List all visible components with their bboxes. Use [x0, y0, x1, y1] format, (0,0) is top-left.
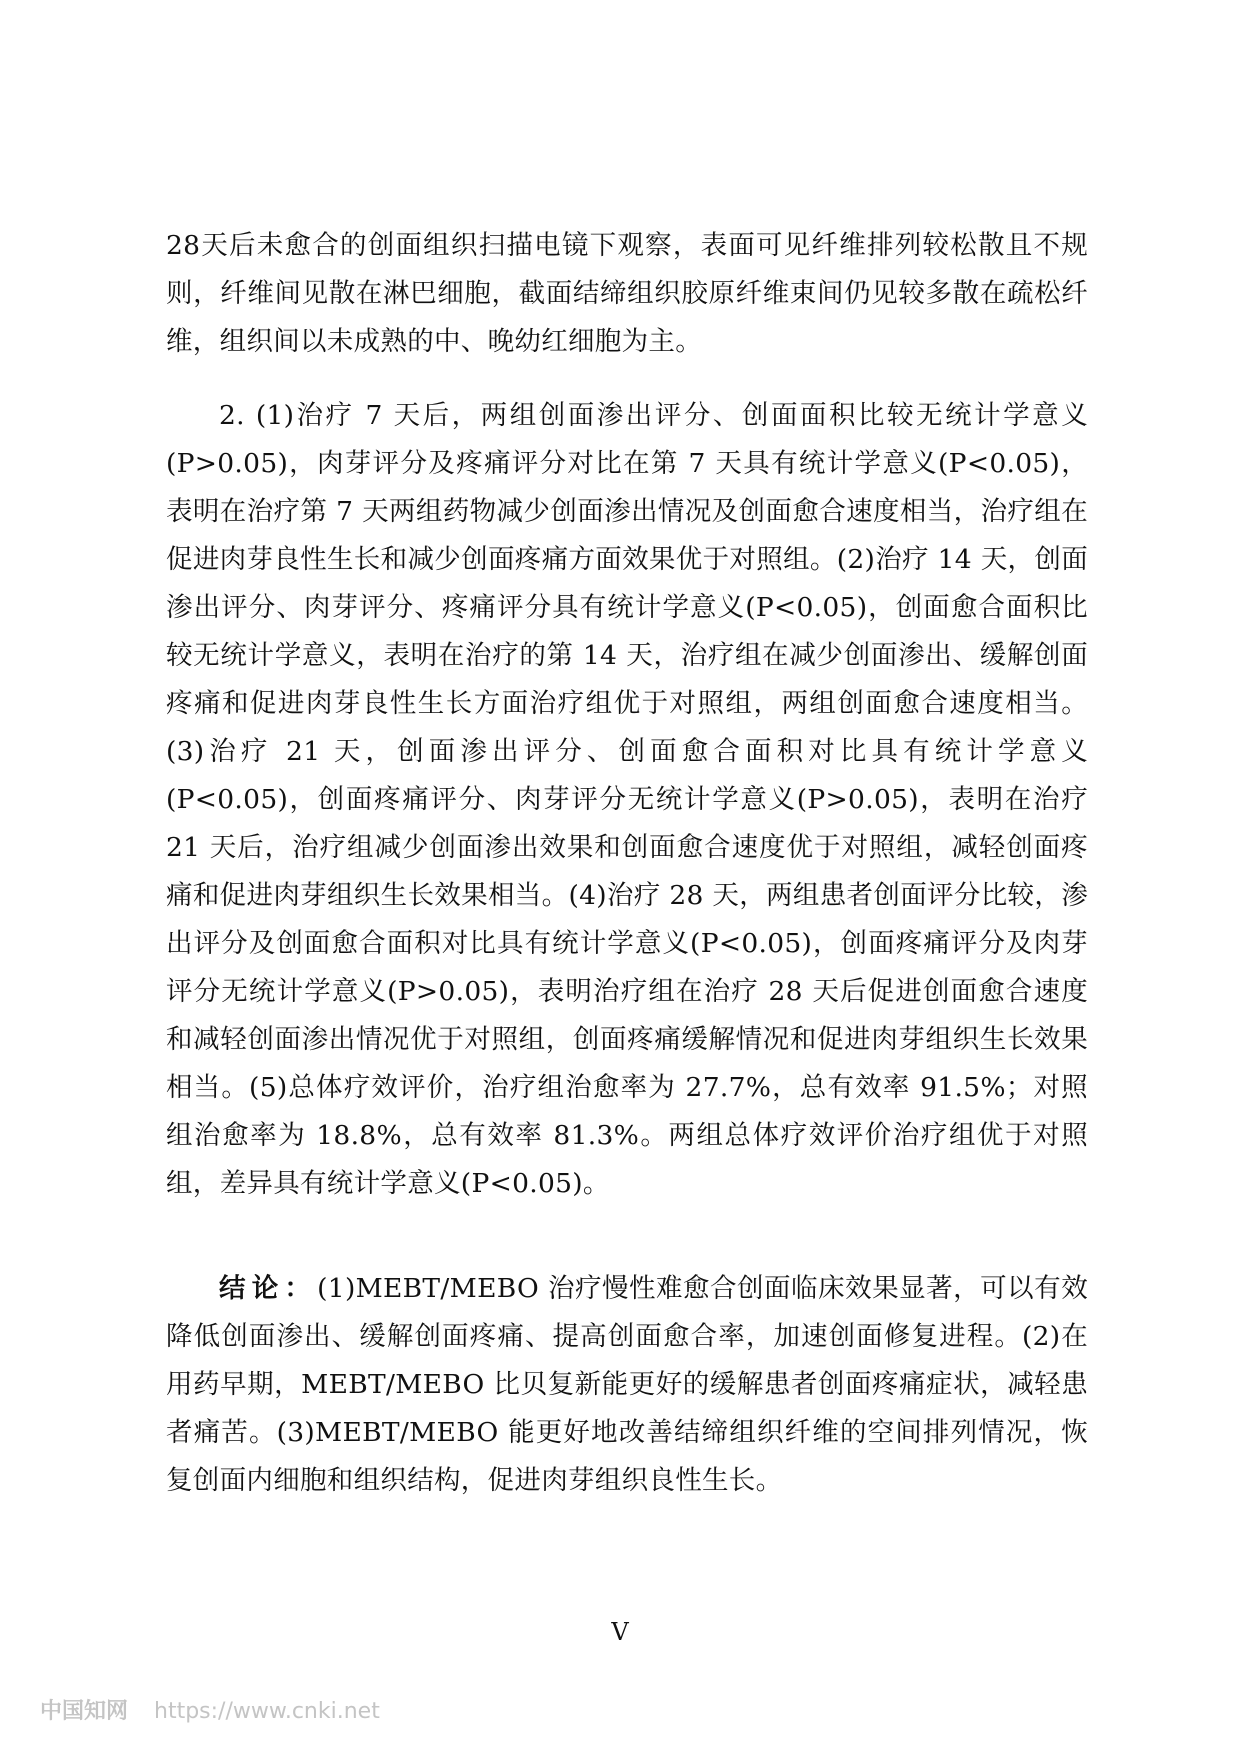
- paragraph-results: [166, 392, 1088, 1208]
- watermark-url: https://www.cnki.net: [154, 1699, 380, 1724]
- paragraph-conclusion: [166, 1265, 1088, 1505]
- paragraph-findings-continued: [166, 222, 1088, 366]
- paragraph-text: (1)MEBT/MEBO 治疗慢性难愈合创面临床效果显著，可以有效降低创面渗出、缓解创面疼痛、提高创面愈合率，加速创面修复进程。(2)在用药早期，MEBT/MEBO 比贝复新能更好的缓解患者创面疼痛症状，减轻患者痛苦。(3)MEBT/MEBO 能更好地改善结缔组织纤维的空间排列情况，恢复创面内细胞和组织结构，促进肉芽组织良性生长。: [166, 1273, 1088, 1496]
- conclusion-label: 结论：: [219, 1273, 318, 1304]
- page-number: V: [611, 1618, 629, 1646]
- paragraph-text: 2. (1)治疗 7 天后，两组创面渗出评分、创面面积比较无统计学意义(P>0.05)，肉芽评分及疼痛评分对比在第 7 天具有统计学意义(P<0.05)，表明在治疗第 7 天两组药物减少创面渗出情况及创面愈合速度相当，治疗组在促进肉芽良性生长和减少创面疼痛方面效果优于对照组。(2)治疗 14 天，创面渗出评分、肉芽评分、疼痛评分具有统计学意义(P<0.05)，创面愈合面积比较无统计学意义，表明在治疗的第 14 天，治疗组在减少创面渗出、缓解创面疼痛和促进肉芽良性生长方面治疗组优于对照组，两组创面愈合速度相当。(3)治疗 21 天，创面渗出评分、创面愈合面积对比具有统计学意义(P<0.05)，创面疼痛评分、肉芽评分无统计学意义(P>0.05)，表明在治疗 21 天后，治疗组减少创面渗出效果和创面愈合速度优于对照组，减轻创面疼痛和促进肉芽组织生长效果相当。(4)治疗 28 天，两组患者创面评分比较，渗出评分及创面愈合面积对比具有统计学意义(P<0.05)，创面疼痛评分及肉芽评分无统计学意义(P>0.05)，表明治疗组在治疗 28 天后促进创面愈合速度和减轻创面渗出情况优于对照组，创面疼痛缓解情况和促进肉芽组织生长效果相当。(5)总体疗效评价，治疗组治愈率为 27.7%，总有效率 91.5%；对照组治愈率为 18.8%，总有效率 81.3%。两组总体疗效评价治疗组优于对照组，差异具有统计学意义(P<0.05)。: [166, 400, 1088, 1199]
- paragraph-text: 28天后未愈合的创面组织扫描电镜下观察，表面可见纤维排列较松散且不规则，纤维间见散在淋巴细胞，截面结缔组织胶原纤维束间仍见较多散在疏松纤维，组织间以未成熟的中、晚幼红细胞为主。: [166, 230, 1088, 357]
- cnki-watermark: [40, 1694, 380, 1725]
- watermark-logo: 中国知网: [40, 1699, 129, 1724]
- conclusion-paragraph: [166, 1265, 1088, 1505]
